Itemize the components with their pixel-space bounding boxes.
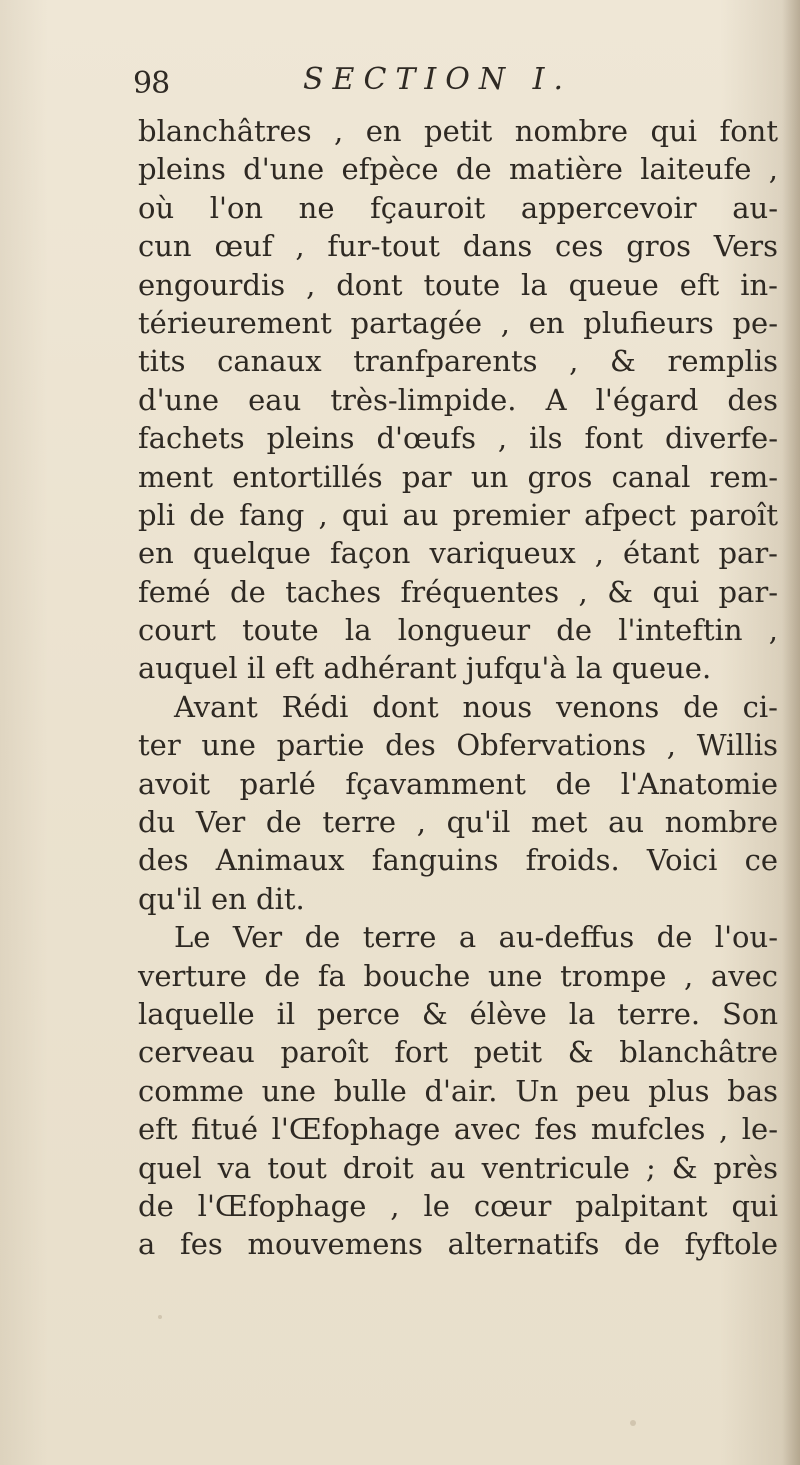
text-line: laquelle il perce & élève la terre. Son xyxy=(138,996,778,1031)
text-line: femé de taches fréquentes , & qui par- xyxy=(138,574,778,609)
text-line: qu'il en dit. xyxy=(138,881,305,916)
text-line: cun œuf , fur-tout dans ces gros Vers xyxy=(138,229,778,264)
text-line: des Animaux fanguins froids. Voici ce xyxy=(138,843,778,878)
paper-spot xyxy=(630,1420,636,1426)
text-line: ment entortillés par un gros canal rem- xyxy=(138,459,778,494)
text-line: Le Ver de terre a au-deffus de l'ou- xyxy=(174,920,778,955)
text-line: blanchâtres , en petit nombre qui font xyxy=(138,114,778,148)
text-line: pli de fang , qui au premier afpect paroît xyxy=(138,497,778,532)
text-line: du Ver de terre , qu'il met au nombre xyxy=(138,805,778,840)
text-line: a fes mouvemens alternatifs de fyftole xyxy=(138,1227,778,1262)
text-line: térieurement partagée , en plufieurs pe- xyxy=(138,305,778,340)
text-line: auquel il eft adhérant jufqu'à la queue. xyxy=(138,651,712,686)
text-line: tits canaux tranfparents , & remplis xyxy=(138,344,778,379)
page-number: 98 xyxy=(133,66,170,101)
text-line: en quelque façon variqueux , étant par- xyxy=(138,536,778,571)
body-text xyxy=(138,112,778,1264)
text-line: où l'on ne fçauroit appercevoir au- xyxy=(138,190,778,225)
text-line: engourdis , dont toute la queue eft in- xyxy=(138,267,778,302)
paper-spot xyxy=(158,1315,162,1319)
text-line: cerveau paroît fort petit & blanchâtre xyxy=(138,1035,778,1070)
text-line: verture de fa bouche une trompe , avec xyxy=(138,958,778,993)
text-line: eft fitué l'Œfophage avec fes mufcles , le- xyxy=(138,1112,778,1147)
text-line: ter une partie des Obfervations , Willis xyxy=(138,728,778,763)
running-head: SECTION I. xyxy=(303,62,573,97)
text-line: Avant Rédi dont nous venons de ci- xyxy=(174,689,778,724)
page-edge-shadow xyxy=(782,0,800,1465)
text-line: de l'Œfophage , le cœur palpitant qui xyxy=(138,1188,778,1223)
text-line: d'une eau très-limpide. A l'égard des xyxy=(138,382,778,417)
page-header xyxy=(133,60,653,108)
text-line: court toute la longueur de l'inteftin , xyxy=(138,613,778,648)
text-line: comme une bulle d'air. Un peu plus bas xyxy=(138,1073,778,1108)
text-line: avoit parlé fçavamment de l'Anatomie xyxy=(138,766,778,801)
text-line: fachets pleins d'œufs , ils font diverfe- xyxy=(138,421,778,456)
text-line: quel va tout droit au ventricule ; & près xyxy=(138,1150,778,1185)
text-line: pleins d'une efpèce de matière laiteufe , xyxy=(138,152,778,187)
